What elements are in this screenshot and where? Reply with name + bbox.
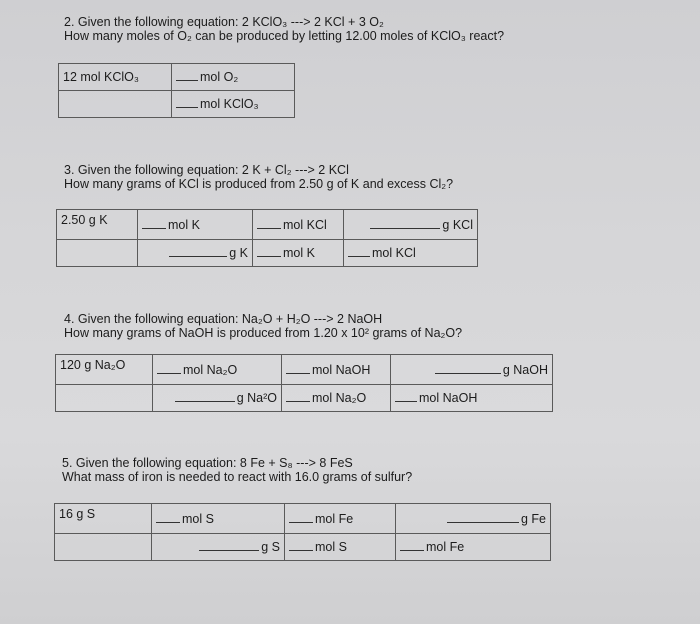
problem-4-equation: 4. Given the following equation: Na₂O + H₂O ---> 2 NaOH — [64, 312, 383, 326]
problem-3-factor2-bottom[interactable]: mol K — [253, 240, 344, 267]
problem-5-empty-cell — [55, 534, 152, 561]
problem-4-factor3-bottom[interactable]: mol NaOH — [391, 385, 553, 412]
problem-5-equation: 5. Given the following equation: 8 Fe + S₈ ---> 8 FeS — [62, 456, 353, 470]
problem-4-conversion-table — [55, 354, 553, 412]
problem-3-factor3-bottom[interactable]: mol KCl — [344, 240, 478, 267]
problem-5 — [62, 456, 412, 484]
problem-3-factor3-top[interactable]: g KCl — [344, 210, 478, 240]
problem-4-factor1-top[interactable]: mol Na₂O — [153, 355, 282, 385]
problem-5-conversion-table — [54, 503, 551, 561]
problem-3-factor1-bottom[interactable]: g K — [138, 240, 253, 267]
problem-5-question: What mass of iron is needed to react with 16.0 grams of sulfur? — [62, 470, 413, 484]
problem-4-factor2-bottom[interactable]: mol Na₂O — [282, 385, 391, 412]
problem-3-conversion-table — [56, 209, 478, 267]
problem-3-equation: 3. Given the following equation: 2 K + Cl₂ ---> 2 KCl — [64, 163, 349, 177]
problem-3-empty-cell — [57, 240, 138, 267]
problem-5-factor1-top[interactable]: mol S — [152, 504, 285, 534]
problem-3-factor2-top[interactable]: mol KCl — [253, 210, 344, 240]
problem-5-factor3-top[interactable]: g Fe — [396, 504, 551, 534]
problem-2-conversion-table — [58, 63, 295, 118]
problem-4 — [64, 312, 462, 340]
problem-2-factor-top[interactable]: mol O₂ — [172, 64, 295, 91]
problem-5-factor2-bottom[interactable]: mol S — [285, 534, 396, 561]
problem-2-empty-cell — [59, 91, 172, 118]
problem-2 — [64, 15, 504, 43]
problem-5-start-value: 16 g S — [55, 504, 152, 534]
problem-4-factor1-bottom[interactable]: g Na²O — [153, 385, 282, 412]
problem-2-question: How many moles of O₂ can be produced by letting 12.00 moles of KClO₃ react? — [64, 29, 505, 43]
problem-4-factor2-top[interactable]: mol NaOH — [282, 355, 391, 385]
problem-3-factor1-top[interactable]: mol K — [138, 210, 253, 240]
problem-3 — [64, 163, 453, 191]
problem-5-factor3-bottom[interactable]: mol Fe — [396, 534, 551, 561]
problem-2-factor-bottom[interactable]: mol KClO₃ — [172, 91, 295, 118]
problem-4-question: How many grams of NaOH is produced from 1.20 x 10² grams of Na₂O? — [64, 326, 463, 340]
problem-4-empty-cell — [56, 385, 153, 412]
problem-2-start-value: 12 mol KClO₃ — [59, 64, 172, 91]
problem-4-start-value: 120 g Na₂O — [56, 355, 153, 385]
problem-2-equation: 2. Given the following equation: 2 KClO₃ ---> 2 KCl + 3 O₂ — [64, 15, 384, 29]
problem-5-factor2-top[interactable]: mol Fe — [285, 504, 396, 534]
problem-3-question: How many grams of KCl is produced from 2.50 g of K and excess Cl₂? — [64, 177, 454, 191]
problem-4-factor3-top[interactable]: g NaOH — [391, 355, 553, 385]
problem-5-factor1-bottom[interactable]: g S — [152, 534, 285, 561]
problem-3-start-value: 2.50 g K — [57, 210, 138, 240]
